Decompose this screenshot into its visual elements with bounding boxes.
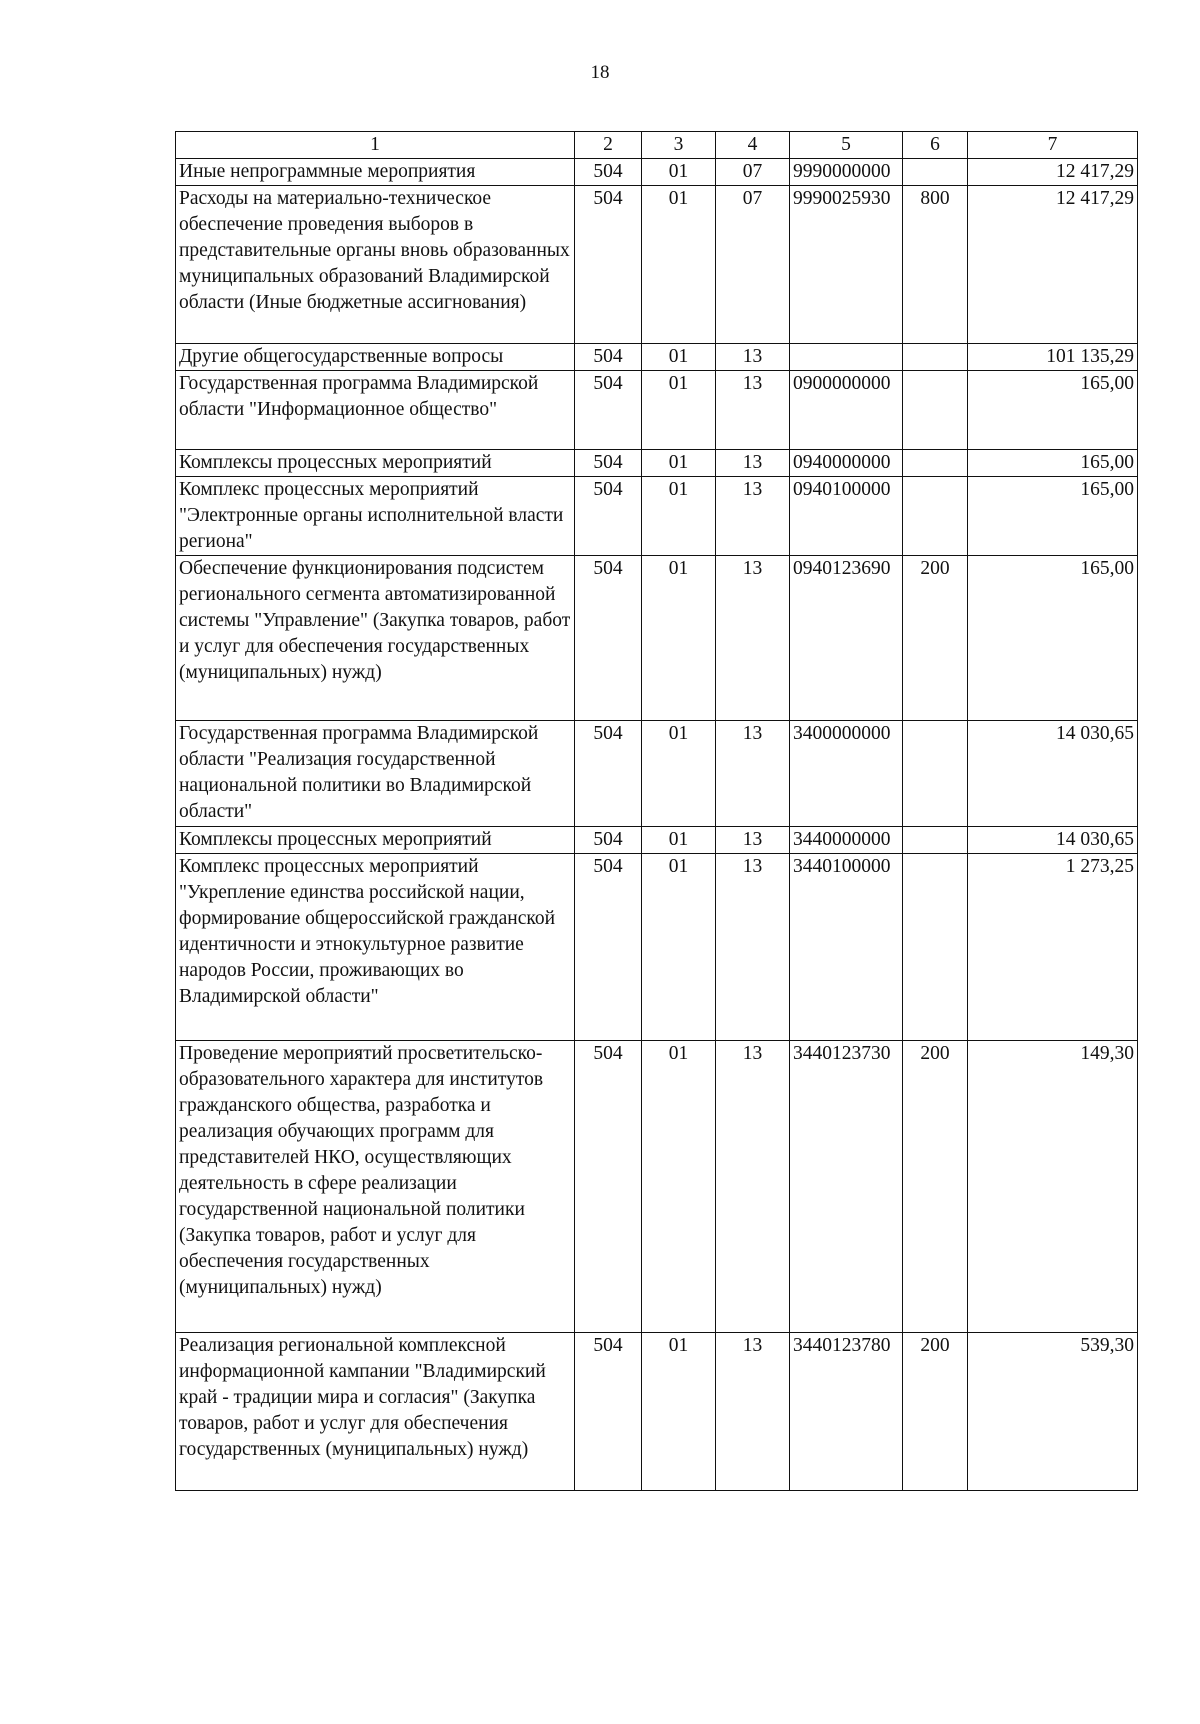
- item-name: Реализация региональной комплексной информационной кампании "Владимирский край - традиции мира и согласия" (Закупка товаров, работ и услуг для обеспечения государственных (муниципальных) нужд): [176, 1333, 575, 1491]
- page-number: 18: [590, 62, 610, 83]
- item-name: Иные непрограммные мероприятия: [176, 159, 575, 186]
- expense-type-code: [903, 450, 968, 477]
- ved-code: 504: [575, 186, 642, 344]
- column-header: 5: [790, 132, 903, 159]
- ved-code: 504: [575, 477, 642, 556]
- expense-type-code: [903, 344, 968, 371]
- amount: 165,00: [968, 477, 1138, 556]
- item-name: Другие общегосударственные вопросы: [176, 344, 575, 371]
- item-name: Комплекс процессных мероприятий "Электронные органы исполнительной власти региона": [176, 477, 575, 556]
- expense-type-code: 800: [903, 186, 968, 344]
- subsection-code: 13: [716, 1333, 790, 1491]
- amount: 12 417,29: [968, 159, 1138, 186]
- amount: 101 135,29: [968, 344, 1138, 371]
- item-name: Комплексы процессных мероприятий: [176, 450, 575, 477]
- ved-code: 504: [575, 371, 642, 450]
- expense-type-code: [903, 827, 968, 854]
- target-article-code: 0900000000: [790, 371, 903, 450]
- subsection-code: 07: [716, 159, 790, 186]
- expense-type-code: [903, 854, 968, 1041]
- subsection-code: 13: [716, 1041, 790, 1333]
- item-name: Комплексы процессных мероприятий: [176, 827, 575, 854]
- expense-type-code: [903, 371, 968, 450]
- section-code: 01: [642, 1041, 716, 1333]
- subsection-code: 13: [716, 556, 790, 721]
- section-code: 01: [642, 186, 716, 344]
- amount: 539,30: [968, 1333, 1138, 1491]
- ved-code: 504: [575, 854, 642, 1041]
- table-row: [176, 721, 1138, 827]
- amount: 1 273,25: [968, 854, 1138, 1041]
- item-name: Расходы на материально-техническое обеспечение проведения выборов в представительные органы вновь образованных муниципальных образований Владимирской области (Иные бюджетные ассигнования): [176, 186, 575, 344]
- amount: 149,30: [968, 1041, 1138, 1333]
- target-article-code: 0940123690: [790, 556, 903, 721]
- column-header: 7: [968, 132, 1138, 159]
- table-header-row: [176, 132, 1138, 159]
- subsection-code: 13: [716, 371, 790, 450]
- item-name: Государственная программа Владимирской области "Реализация государственной национальной политики во Владимирской области": [176, 721, 575, 827]
- subsection-code: 07: [716, 186, 790, 344]
- target-article-code: 3440123780: [790, 1333, 903, 1491]
- section-code: 01: [642, 556, 716, 721]
- subsection-code: 13: [716, 721, 790, 827]
- section-code: 01: [642, 371, 716, 450]
- section-code: 01: [642, 854, 716, 1041]
- section-code: 01: [642, 159, 716, 186]
- table-row: [176, 477, 1138, 556]
- budget-table: [175, 131, 1138, 1491]
- target-article-code: 3440100000: [790, 854, 903, 1041]
- ved-code: 504: [575, 344, 642, 371]
- column-header: 4: [716, 132, 790, 159]
- target-article-code: 3440000000: [790, 827, 903, 854]
- ved-code: 504: [575, 1333, 642, 1491]
- expense-type-code: 200: [903, 1333, 968, 1491]
- table-row: [176, 159, 1138, 186]
- ved-code: 504: [575, 827, 642, 854]
- expense-type-code: [903, 159, 968, 186]
- section-code: 01: [642, 344, 716, 371]
- item-name: Государственная программа Владимирской области "Информационное общество": [176, 371, 575, 450]
- column-header: 1: [176, 132, 575, 159]
- subsection-code: 13: [716, 477, 790, 556]
- amount: 14 030,65: [968, 721, 1138, 827]
- expense-type-code: 200: [903, 556, 968, 721]
- section-code: 01: [642, 721, 716, 827]
- table-row: [176, 827, 1138, 854]
- table-row: [176, 186, 1138, 344]
- section-code: 01: [642, 1333, 716, 1491]
- expense-type-code: [903, 477, 968, 556]
- subsection-code: 13: [716, 827, 790, 854]
- item-name: Обеспечение функционирования подсистем регионального сегмента автоматизированной системы "Управление" (Закупка товаров, работ и услуг для обеспечения государственных (муниципальных) нужд): [176, 556, 575, 721]
- column-header: 6: [903, 132, 968, 159]
- target-article-code: 9990025930: [790, 186, 903, 344]
- target-article-code: 0940000000: [790, 450, 903, 477]
- amount: 165,00: [968, 371, 1138, 450]
- table-row: [176, 371, 1138, 450]
- target-article-code: 3400000000: [790, 721, 903, 827]
- column-header: 2: [575, 132, 642, 159]
- subsection-code: 13: [716, 854, 790, 1041]
- section-code: 01: [642, 827, 716, 854]
- ved-code: 504: [575, 159, 642, 186]
- target-article-code: 9990000000: [790, 159, 903, 186]
- section-code: 01: [642, 477, 716, 556]
- ved-code: 504: [575, 556, 642, 721]
- target-article-code: 0940100000: [790, 477, 903, 556]
- target-article-code: 3440123730: [790, 1041, 903, 1333]
- amount: 14 030,65: [968, 827, 1138, 854]
- amount: 165,00: [968, 556, 1138, 721]
- column-header: 3: [642, 132, 716, 159]
- ved-code: 504: [575, 450, 642, 477]
- table-row: [176, 1041, 1138, 1333]
- table-row: [176, 344, 1138, 371]
- section-code: 01: [642, 450, 716, 477]
- table-row: [176, 450, 1138, 477]
- target-article-code: [790, 344, 903, 371]
- item-name: Проведение мероприятий просветительско-образовательного характера для институтов гражданского общества, разработка и реализация обучающих программ для представителей НКО, осуществляющих деятельность в сфере реализации государственной национальной политики (Закупка товаров, работ и услуг для обеспечения государственных (муниципальных) нужд): [176, 1041, 575, 1333]
- amount: 12 417,29: [968, 186, 1138, 344]
- expense-type-code: [903, 721, 968, 827]
- table-row: [176, 1333, 1138, 1491]
- ved-code: 504: [575, 1041, 642, 1333]
- subsection-code: 13: [716, 344, 790, 371]
- amount: 165,00: [968, 450, 1138, 477]
- table-row: [176, 556, 1138, 721]
- item-name: Комплекс процессных мероприятий "Укрепление единства российской нации, формирование общероссийской гражданской идентичности и этнокультурное развитие народов России, проживающих во Владимирской области": [176, 854, 575, 1041]
- expense-type-code: 200: [903, 1041, 968, 1333]
- subsection-code: 13: [716, 450, 790, 477]
- ved-code: 504: [575, 721, 642, 827]
- table-row: [176, 854, 1138, 1041]
